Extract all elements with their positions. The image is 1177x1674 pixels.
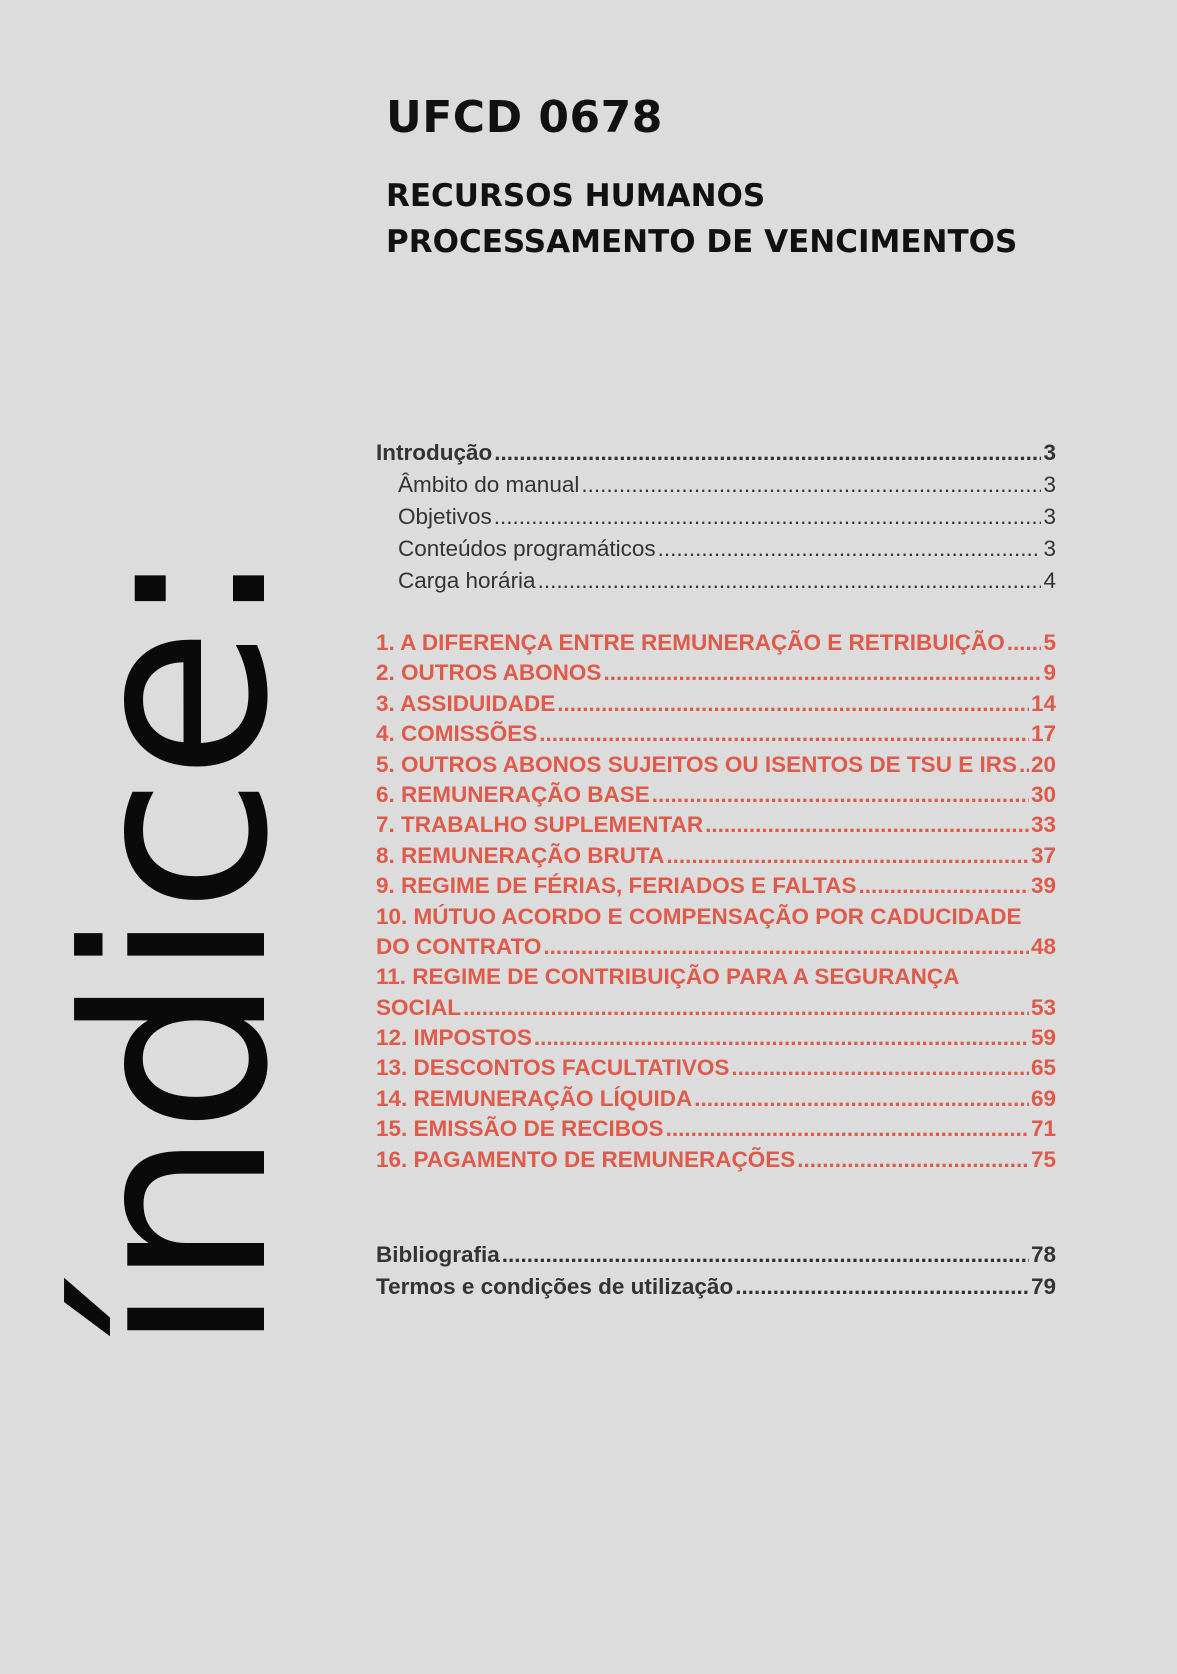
toc-entry-page: 59 xyxy=(1030,1025,1056,1051)
toc-entry-page: 5 xyxy=(1043,630,1056,655)
toc-entry-page: 75 xyxy=(1030,1146,1056,1172)
toc-dot-leader xyxy=(658,533,1042,565)
subtitle-line-1: RECURSOS HUMANOS xyxy=(386,178,766,214)
toc-chapter-4[interactable] xyxy=(376,719,1056,749)
toc-entry-page: 39 xyxy=(1030,873,1056,899)
toc-entry-label-line-1: 11. REGIME DE CONTRIBUIÇÃO PARA A SEGURANÇA xyxy=(376,964,960,990)
toc-dot-leader xyxy=(858,871,1029,901)
toc-chapters xyxy=(376,628,1056,1175)
toc-entry-label: 8. REMUNERAÇÃO BRUTA xyxy=(376,842,665,868)
toc-chapter-2[interactable] xyxy=(376,658,1056,688)
toc-entry-page: 3 xyxy=(1043,472,1056,497)
vertical-index-title: índice: xyxy=(32,550,323,1354)
toc-entry-label: Âmbito do manual xyxy=(398,472,580,497)
toc-chapter-16[interactable] xyxy=(376,1145,1056,1175)
toc-entry-label: 6. REMUNERAÇÃO BASE xyxy=(376,781,650,807)
toc-entry-page: 79 xyxy=(1030,1274,1056,1300)
toc-entry-label: SOCIAL xyxy=(376,994,462,1020)
toc-entry-carga-horaria[interactable] xyxy=(376,565,1056,597)
toc-entry-termos[interactable] xyxy=(376,1271,1056,1303)
toc-dot-leader xyxy=(502,1239,1029,1271)
toc-entry-objetivos[interactable] xyxy=(376,501,1056,533)
toc-dot-leader xyxy=(603,658,1041,688)
toc-chapter-8[interactable] xyxy=(376,841,1056,871)
toc-entry-page: 71 xyxy=(1030,1116,1056,1142)
toc-dot-leader xyxy=(494,501,1042,533)
toc-dot-leader xyxy=(543,932,1029,962)
toc-entry-label: 2. OUTROS ABONOS xyxy=(376,660,602,686)
toc-dot-leader xyxy=(538,565,1042,597)
toc-entry-continuation xyxy=(376,993,1056,1023)
toc-entry-label: 12. IMPOSTOS xyxy=(376,1025,532,1051)
toc-dot-leader xyxy=(581,469,1041,501)
toc-entry-label: Termos e condições de utilização xyxy=(376,1274,734,1300)
toc-entry-ambito[interactable] xyxy=(376,469,1056,501)
toc-dot-leader xyxy=(494,437,1041,469)
toc-chapter-9[interactable] xyxy=(376,871,1056,901)
table-of-contents xyxy=(376,437,1056,1303)
toc-entry-label: 15. EMISSÃO DE RECIBOS xyxy=(376,1116,664,1142)
toc-dot-leader xyxy=(797,1145,1029,1175)
toc-dot-leader xyxy=(731,1053,1029,1083)
toc-dot-leader xyxy=(1007,628,1042,658)
toc-entry-page: 14 xyxy=(1030,690,1056,716)
toc-entry-page: 37 xyxy=(1030,842,1056,868)
toc-chapter-13[interactable] xyxy=(376,1053,1056,1083)
toc-entry-page: 65 xyxy=(1030,1055,1056,1081)
toc-entry-page: 4 xyxy=(1043,568,1056,593)
toc-spacer xyxy=(376,597,1056,628)
toc-dot-leader xyxy=(557,689,1029,719)
toc-entry-page: 53 xyxy=(1030,994,1056,1020)
toc-chapter-7[interactable] xyxy=(376,810,1056,840)
toc-dot-leader xyxy=(1019,750,1029,780)
toc-dot-leader xyxy=(539,719,1029,749)
toc-entry-label: Carga horária xyxy=(398,568,536,593)
toc-entry-label: Bibliografia xyxy=(376,1242,500,1268)
toc-chapter-10[interactable] xyxy=(376,902,1056,963)
toc-entry-page: 17 xyxy=(1030,721,1056,747)
toc-entry-label: 9. REGIME DE FÉRIAS, FERIADOS E FALTAS xyxy=(376,873,857,899)
toc-entry-page: 3 xyxy=(1043,504,1056,529)
toc-entry-label: 1. A DIFERENÇA ENTRE REMUNERAÇÃO E RETRIBUIÇÃO xyxy=(376,630,1005,655)
toc-entry-label: DO CONTRATO xyxy=(376,933,542,959)
toc-entry-label: 7. TRABALHO SUPLEMENTAR xyxy=(376,812,704,838)
toc-entry-page: 48 xyxy=(1030,933,1056,959)
toc-entry-label: 13. DESCONTOS FACULTATIVOS xyxy=(376,1055,730,1081)
toc-chapter-6[interactable] xyxy=(376,780,1056,810)
toc-entry-page: 3 xyxy=(1043,440,1056,465)
toc-entry-introducao[interactable] xyxy=(376,437,1056,469)
toc-entry-page: 20 xyxy=(1030,751,1056,777)
toc-entry-label: Conteúdos programáticos xyxy=(398,536,656,561)
toc-dot-leader xyxy=(705,810,1029,840)
toc-entry-label: 4. COMISSÕES xyxy=(376,721,538,747)
toc-dot-leader xyxy=(735,1271,1029,1303)
toc-dot-leader xyxy=(463,993,1029,1023)
toc-entry-page: 30 xyxy=(1030,781,1056,807)
document-subtitle xyxy=(386,173,1017,265)
toc-chapter-5[interactable] xyxy=(376,750,1056,780)
toc-chapter-14[interactable] xyxy=(376,1084,1056,1114)
toc-entry-page: 33 xyxy=(1030,812,1056,838)
toc-entry-page: 69 xyxy=(1030,1085,1056,1111)
toc-entry-page: 9 xyxy=(1043,660,1056,686)
subtitle-line-2: PROCESSAMENTO DE VENCIMENTOS xyxy=(386,224,1018,260)
toc-chapter-1[interactable] xyxy=(376,628,1056,658)
toc-chapter-11[interactable] xyxy=(376,962,1056,1023)
toc-spacer xyxy=(376,1175,1056,1239)
toc-entry-conteudos[interactable] xyxy=(376,533,1056,565)
toc-entry-page: 78 xyxy=(1030,1242,1056,1268)
toc-entry-label: 5. OUTROS ABONOS SUJEITOS OU ISENTOS DE TSU E IRS xyxy=(376,751,1017,777)
toc-entry-bibliografia[interactable] xyxy=(376,1239,1056,1271)
toc-entry-label: Introdução xyxy=(376,440,493,465)
toc-entry-label: Objetivos xyxy=(398,504,492,529)
toc-dot-leader xyxy=(534,1023,1029,1053)
toc-dot-leader xyxy=(652,780,1029,810)
toc-chapter-12[interactable] xyxy=(376,1023,1056,1053)
toc-entry-continuation xyxy=(376,932,1056,962)
toc-dot-leader xyxy=(666,841,1029,871)
toc-entry-label-line-1: 10. MÚTUO ACORDO E COMPENSAÇÃO POR CADUCIDADE xyxy=(376,903,1022,929)
toc-entry-page: 3 xyxy=(1043,536,1056,561)
toc-dot-leader xyxy=(694,1084,1029,1114)
toc-entry-label: 16. PAGAMENTO DE REMUNERAÇÕES xyxy=(376,1146,796,1172)
toc-dot-leader xyxy=(666,1114,1029,1144)
toc-chapter-15[interactable] xyxy=(376,1114,1056,1144)
document-code: UFCD 0678 xyxy=(386,92,663,143)
toc-entry-label: 3. ASSIDUIDADE xyxy=(376,690,556,716)
toc-entry-label: 14. REMUNERAÇÃO LÍQUIDA xyxy=(376,1085,693,1111)
toc-chapter-3[interactable] xyxy=(376,689,1056,719)
